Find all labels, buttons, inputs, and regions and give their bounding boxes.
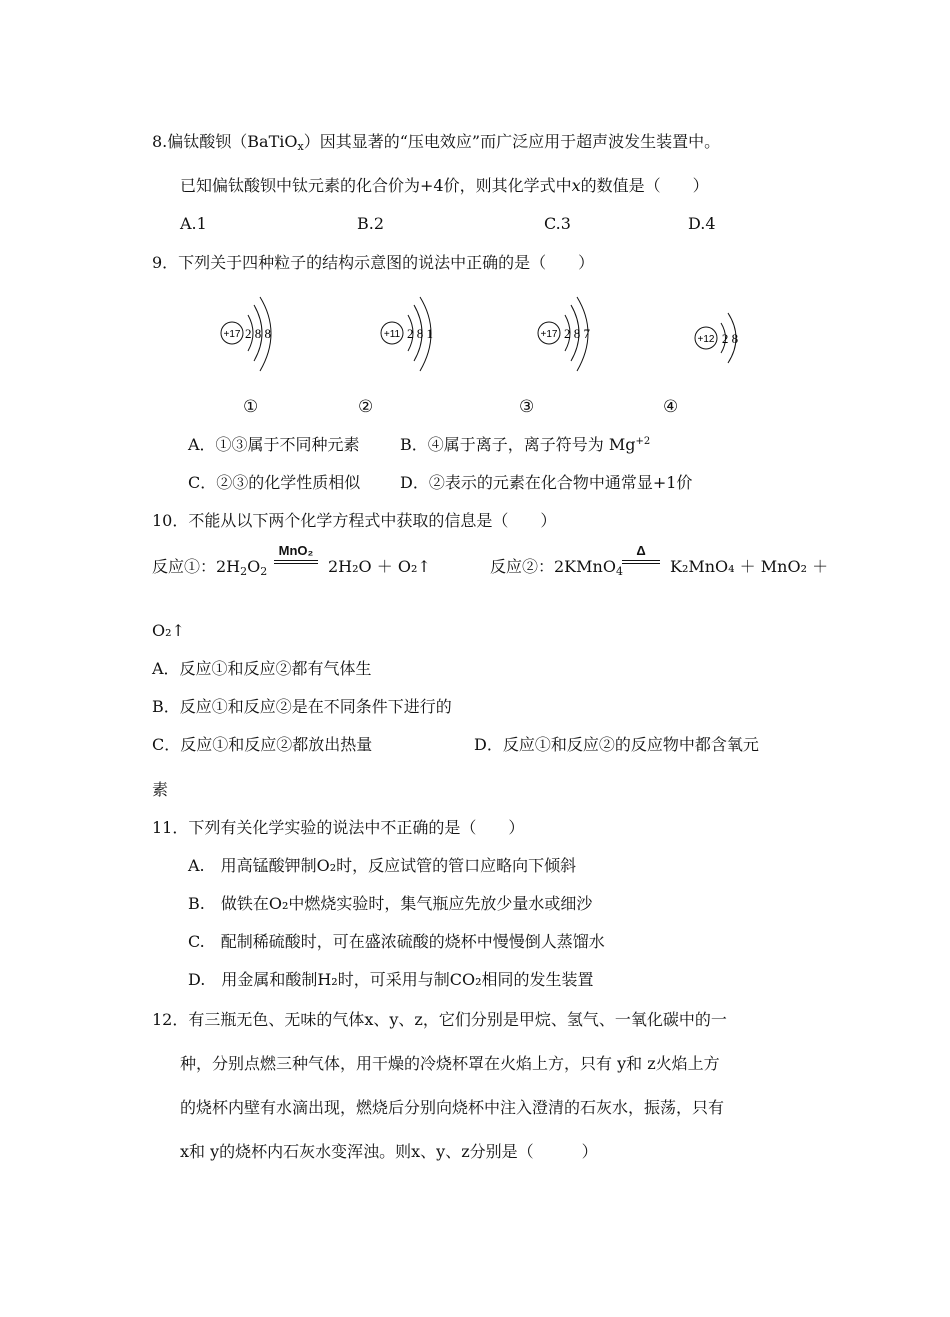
diagram-label-2: ② bbox=[358, 397, 374, 417]
q9-option-d: D．②表示的元素在化合物中通常显+1价 bbox=[400, 473, 693, 492]
atom-diagram-3-nucleus: +17 bbox=[540, 329, 558, 340]
reaction-1-catalyst: MnO₂ bbox=[274, 544, 318, 564]
atom-diagram-3-shells: 2 8 7 bbox=[564, 326, 590, 341]
atom-diagram-3 bbox=[535, 295, 607, 373]
diagram-label-3: ③ bbox=[519, 397, 535, 417]
q10-option-c: C．反应①和反应②都放出热量 bbox=[152, 735, 373, 754]
q10-stem: 10．不能从以下两个化学方程式中获取的信息是（ ） bbox=[152, 511, 557, 530]
q11-option-c: C. 配制稀硫酸时，可在盛浓硫酸的烧杯中慢慢倒人蒸馏水 bbox=[188, 932, 605, 951]
q12-line1: 12．有三瓶无色、无味的气体x、y、z，它们分别是甲烷、氢气、一氧化碳中的一 bbox=[152, 1010, 727, 1029]
q8-option-c: C.3 bbox=[544, 214, 571, 233]
atom-diagram-2-nucleus: +11 bbox=[383, 329, 401, 340]
diagram-label-1: ① bbox=[243, 397, 259, 417]
atom-diagram-4-shells: 2 8 bbox=[721, 331, 739, 346]
q12-line2: 种，分别点燃三种气体，用干燥的冷烧杯罩在火焰上方，只有 y和 z火焰上方 bbox=[180, 1054, 720, 1073]
reaction-2-reactants: 反应②：2KMnO$_4$ bbox=[490, 557, 623, 578]
q11-stem: 11．下列有关化学实验的说法中不正确的是（ ） bbox=[152, 818, 525, 837]
q11-option-a: A. 用高锰酸钾制O₂时，反应试管的管口应略向下倾斜 bbox=[188, 856, 577, 875]
q8-line1: 8.偏钛酸钡（BaTiO$_x$）因其显著的“压电效应”而广泛应用于超声波发生装置中。 bbox=[152, 132, 721, 153]
reaction-2-products: K₂MnO₄ ＋ MnO₂ ＋ bbox=[670, 557, 829, 576]
diagram-label-4: ④ bbox=[663, 397, 679, 417]
atom-diagram-1-nucleus: +17 bbox=[223, 329, 241, 340]
atom-diagram-4 bbox=[692, 308, 752, 368]
q12-line4: x和 y的烧杯内石灰水变浑浊。则x、y、z分别是（ ） bbox=[180, 1142, 598, 1161]
reaction-2-products-tail: O₂↑ bbox=[152, 621, 185, 640]
q12-line3: 的烧杯内壁有水滴出现，燃烧后分别向烧杯中注入澄清的石灰水，振荡，只有 bbox=[180, 1098, 725, 1117]
atom-diagram-1-shells: 2 8 8 bbox=[245, 326, 271, 341]
atom-diagram-2-shells: 2 8 1 bbox=[407, 326, 433, 341]
q10-option-b: B．反应①和反应②是在不同条件下进行的 bbox=[152, 697, 452, 716]
q9-option-c: C．②③的化学性质相似 bbox=[188, 473, 361, 492]
q10-option-a: A．反应①和反应②都有气体生 bbox=[152, 659, 372, 678]
q8-option-a: A.1 bbox=[180, 214, 207, 233]
atom-diagram-2 bbox=[378, 295, 450, 373]
q8-option-b: B.2 bbox=[357, 214, 385, 233]
q9-stem: 9．下列关于四种粒子的结构示意图的说法中正确的是（ ） bbox=[152, 253, 595, 272]
q9-option-a: A．①③属于不同种元素 bbox=[188, 435, 360, 454]
q9-option-b: B．④属于离子，离子符号为 $Mg^{+2}$ bbox=[400, 435, 651, 454]
reaction-1-reactants: 反应①：$2H_2O_2$ bbox=[152, 557, 268, 578]
q8-line2: 已知偏钛酸钡中钛元素的化合价为+4价，则其化学式中x的数值是（ ） bbox=[180, 176, 709, 195]
q10-option-d: D．反应①和反应②的反应物中都含氧元 bbox=[474, 735, 759, 754]
atom-diagram-1 bbox=[218, 295, 290, 373]
q11-option-b: B. 做铁在O₂中燃烧实验时，集气瓶应先放少量水或细沙 bbox=[188, 894, 593, 913]
q11-option-d: D. 用金属和酸制H₂时，可采用与制CO₂相同的发生装置 bbox=[188, 970, 594, 989]
reaction-2-heat-condition: Δ bbox=[622, 544, 660, 564]
q10-option-d-tail: 素 bbox=[152, 780, 169, 799]
atom-diagram-4-nucleus: +12 bbox=[697, 334, 715, 345]
q8-option-d: D.4 bbox=[688, 214, 716, 233]
reaction-1-products: 2H₂O ＋ O₂↑ bbox=[328, 557, 431, 576]
